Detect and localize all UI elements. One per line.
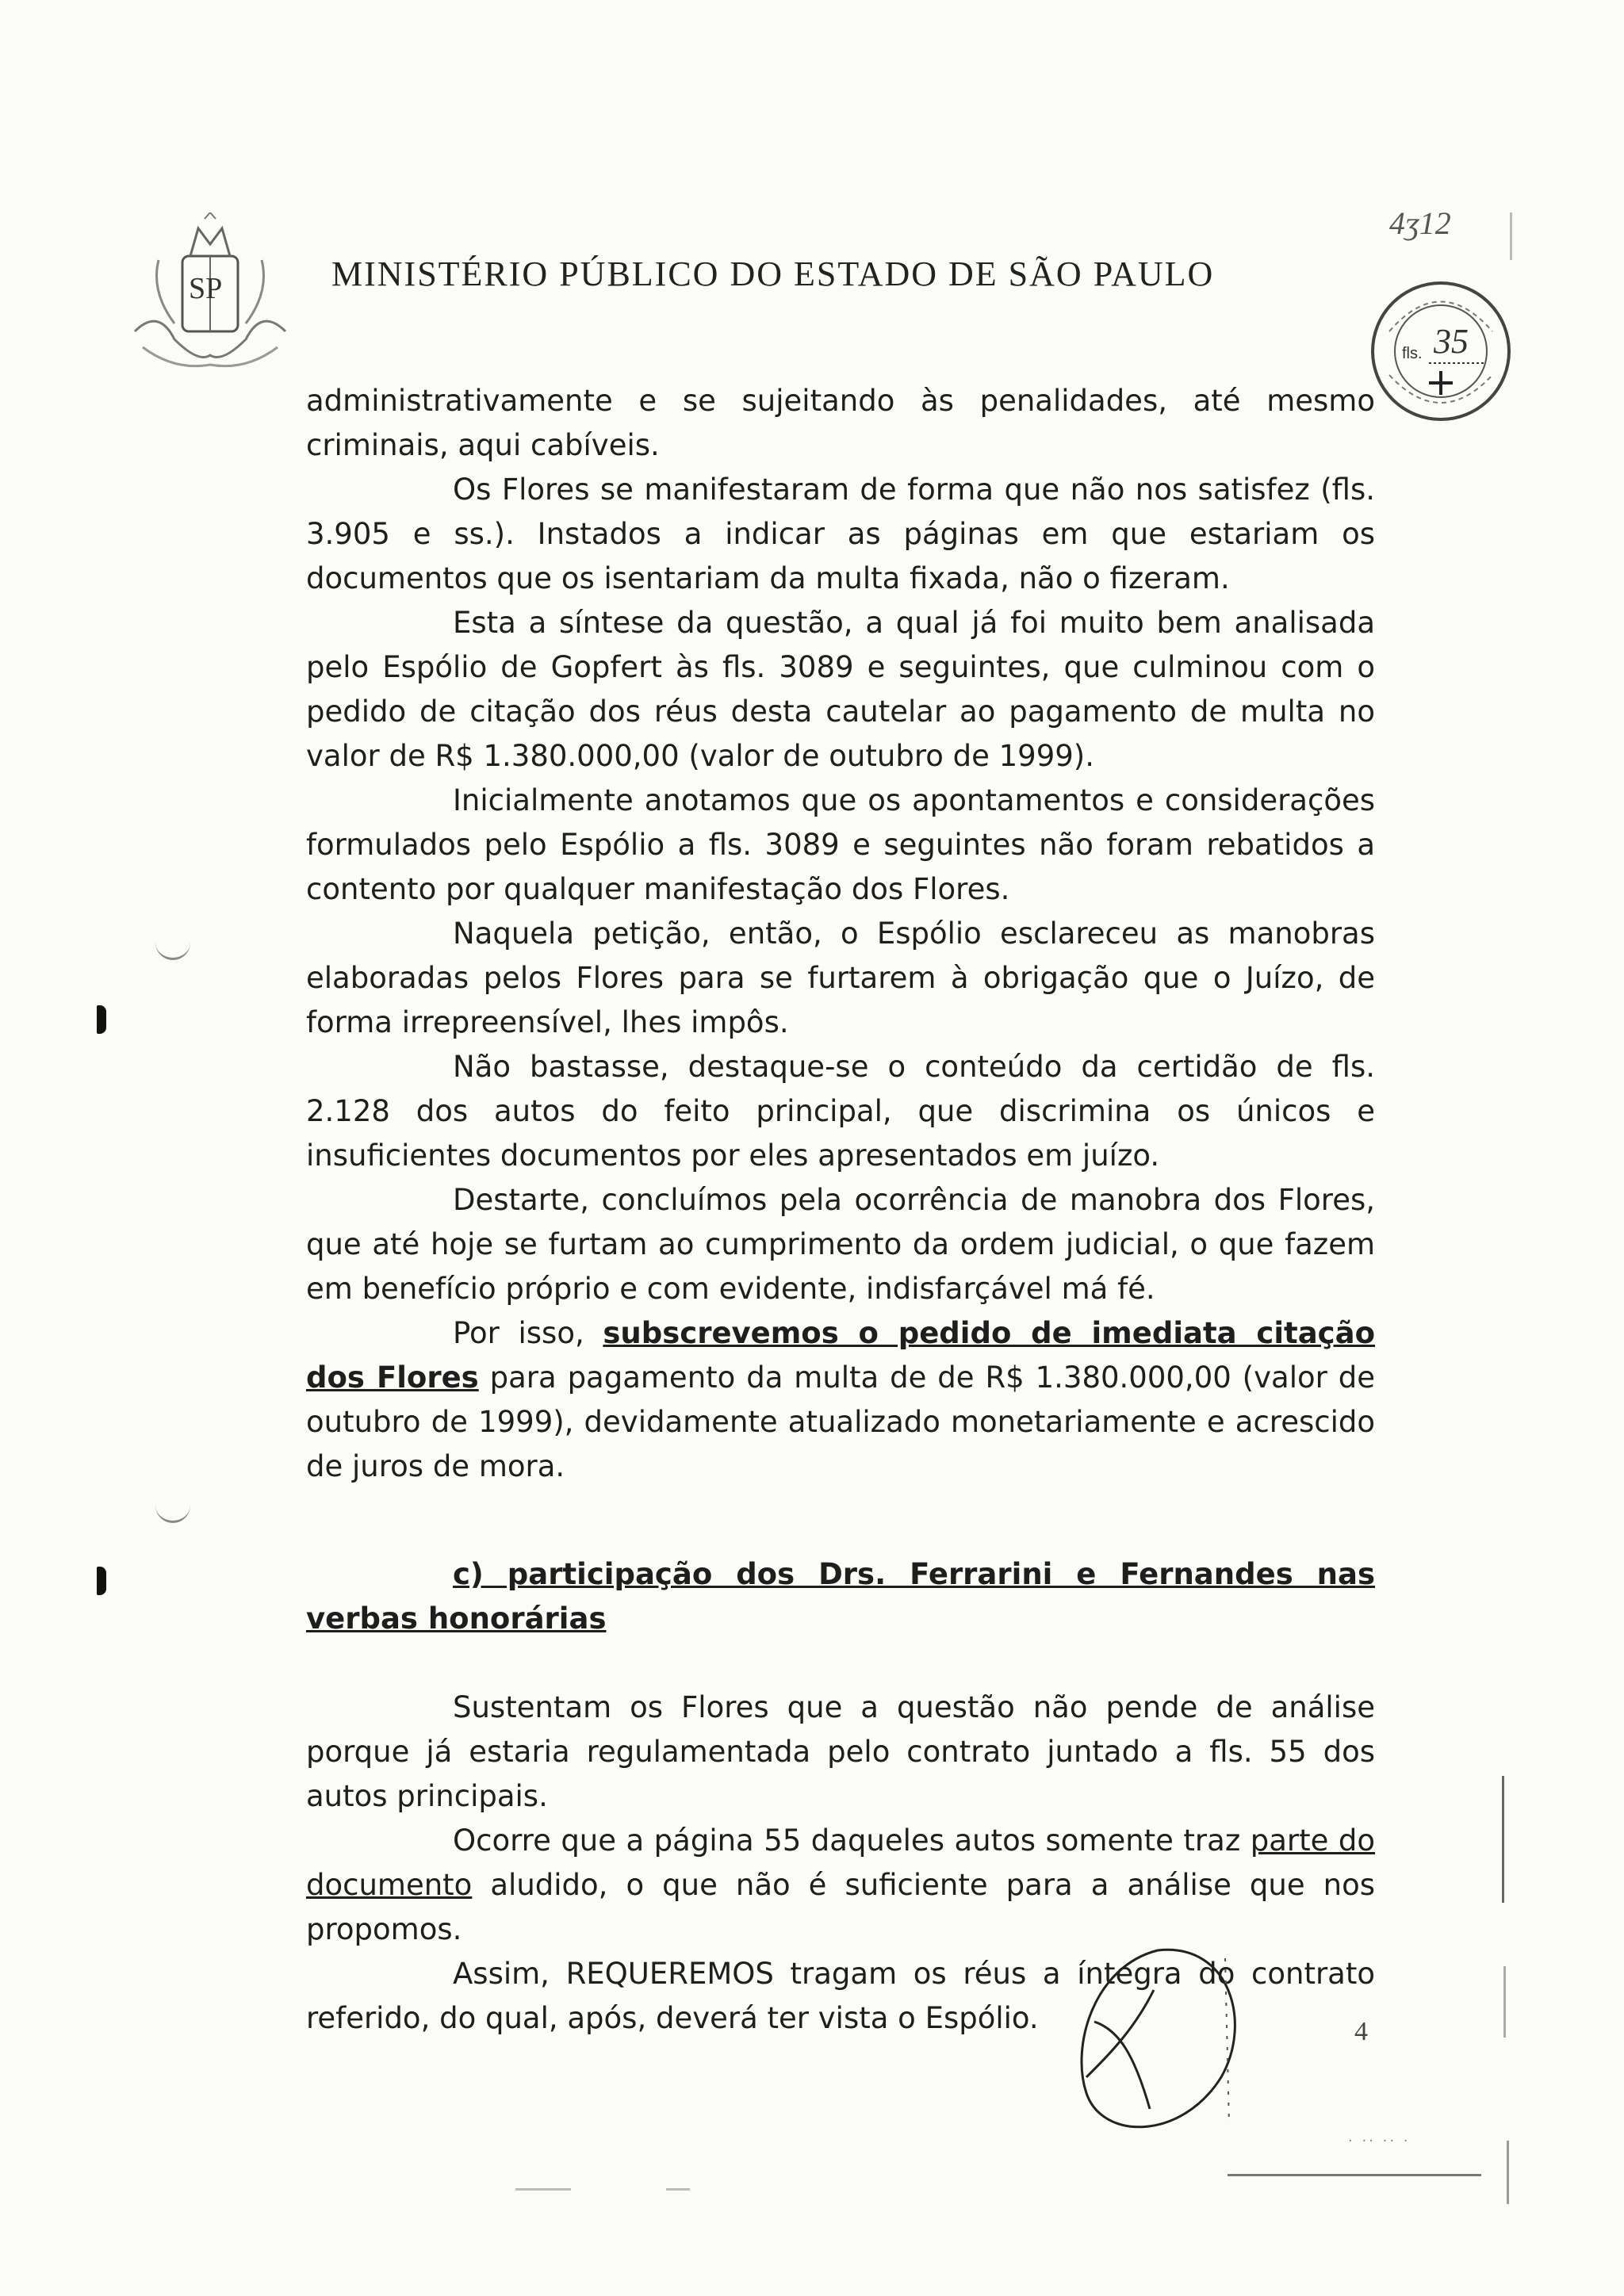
- stamp-page-number: 35: [1434, 322, 1469, 361]
- section-c-heading-line1: c) participação dos Drs. Ferrarini e Fernandes nas: [453, 1557, 1375, 1591]
- handwritten-folio-mark: 4ʒ12: [1389, 205, 1451, 241]
- hole-punch-mark: [97, 1005, 106, 1034]
- paragraph-page55: [306, 1819, 1375, 1952]
- scan-artifact: [155, 940, 190, 960]
- svg-text:fls.: fls.: [1402, 345, 1423, 362]
- request-lead: Por isso,: [453, 1316, 603, 1350]
- paragraph-initial-notes: Inicialmente anotamos que os apontamentos e considerações formulados pelo Espólio a fls. 3089 e seguintes não foram rebatidos a contento por qualquer manifestação dos Flores.: [306, 783, 1375, 906]
- section-c-heading: [306, 1552, 1375, 1641]
- scan-artifact: [666, 2188, 690, 2191]
- scan-edge-line: [1507, 2141, 1509, 2204]
- paragraph-conclusion: Destarte, concluímos pela ocorrência de manobra dos Flores, que até hoje se furtam ao cumprimento da ordem judicial, o que fazem em benefício próprio e com evidente, indisfarçável má fé.: [306, 1183, 1375, 1306]
- page-number: 4: [1354, 2017, 1368, 2046]
- section-c-heading-line2: verbas honorárias: [306, 1601, 607, 1636]
- handwritten-signature: [1063, 1934, 1261, 2149]
- paragraph-request-citation: [306, 1311, 1375, 1489]
- hole-punch-mark: [97, 1567, 106, 1595]
- scan-artifact: [155, 1503, 190, 1523]
- institution-header: MINISTÉRIO PÚBLICO DO ESTADO DE SÃO PAULO: [331, 254, 1215, 293]
- svg-text:SP: SP: [189, 272, 223, 305]
- request-rest: para pagamento da multa de de R$ 1.380.000,00 (valor de outubro de 1999), devidamente atualizado monetariamente e acrescido de juros de mora.: [306, 1360, 1375, 1483]
- paragraph-synthesis: Esta a síntese da questão, a qual já foi muito bem analisada pelo Espólio de Gopfert às fls. 3089 e seguintes, que culminou com o pedido de citação dos réus desta cautelar ao pagamento de multa no valor de R$ 1.380.000,00 (valor de outubro de 1999).: [306, 606, 1375, 773]
- scan-noise: · ·· ·· ·: [1348, 2133, 1411, 2149]
- scan-edge-line: [1503, 1966, 1506, 2038]
- scan-edge-line: [1510, 212, 1512, 260]
- paragraph-flores-manifest: Os Flores se manifestaram de forma que não nos satisfez (fls. 3.905 e ss.). Instados a indicar as páginas em que estariam os documentos que os isentariam da multa fixada, não o fizeram.: [306, 473, 1375, 595]
- footer-rule: [1228, 2174, 1481, 2176]
- scan-edge-line: [1502, 1776, 1504, 1903]
- paragraph-contract-claim: Sustentam os Flores que a questão não pende de análise porque já estaria regulamentada pelo contrato juntado a fls. 55 dos autos principais.: [306, 1690, 1375, 1813]
- paragraph-continuation: administrativamente e se sujeitando às penalidades, até mesmo criminais, aqui cabíveis.: [306, 384, 1375, 462]
- request-emphasis: subscrevemos o pedido de imediata citação dos Flores: [306, 1316, 1375, 1395]
- document-body: [306, 379, 1375, 2041]
- page55-lead: Ocorre que a página 55 daqueles autos somente traz: [453, 1823, 1251, 1858]
- scan-artifact: [515, 2188, 571, 2191]
- sp-coat-of-arms-logo: [127, 212, 293, 371]
- paragraph-final-request: Assim, REQUEREMOS tragam os réus a íntegra do contrato referido, do qual, após, deverá ter vista o Espólio.: [306, 1957, 1375, 2035]
- page55-rest: aludido, o que não é suficiente para a análise que nos propomos.: [306, 1868, 1375, 1946]
- paragraph-certificate: Não bastasse, destaque-se o conteúdo da certidão de fls. 2.128 dos autos do feito principal, que discrimina os únicos e insuficientes documentos por eles apresentados em juízo.: [306, 1050, 1375, 1173]
- page55-underlined: parte do documento: [306, 1823, 1375, 1902]
- paragraph-petition: Naquela petição, então, o Espólio esclareceu as manobras elaboradas pelos Flores para se furtarem à obrigação que o Juízo, de forma irrepreensível, lhes impôs.: [306, 916, 1375, 1039]
